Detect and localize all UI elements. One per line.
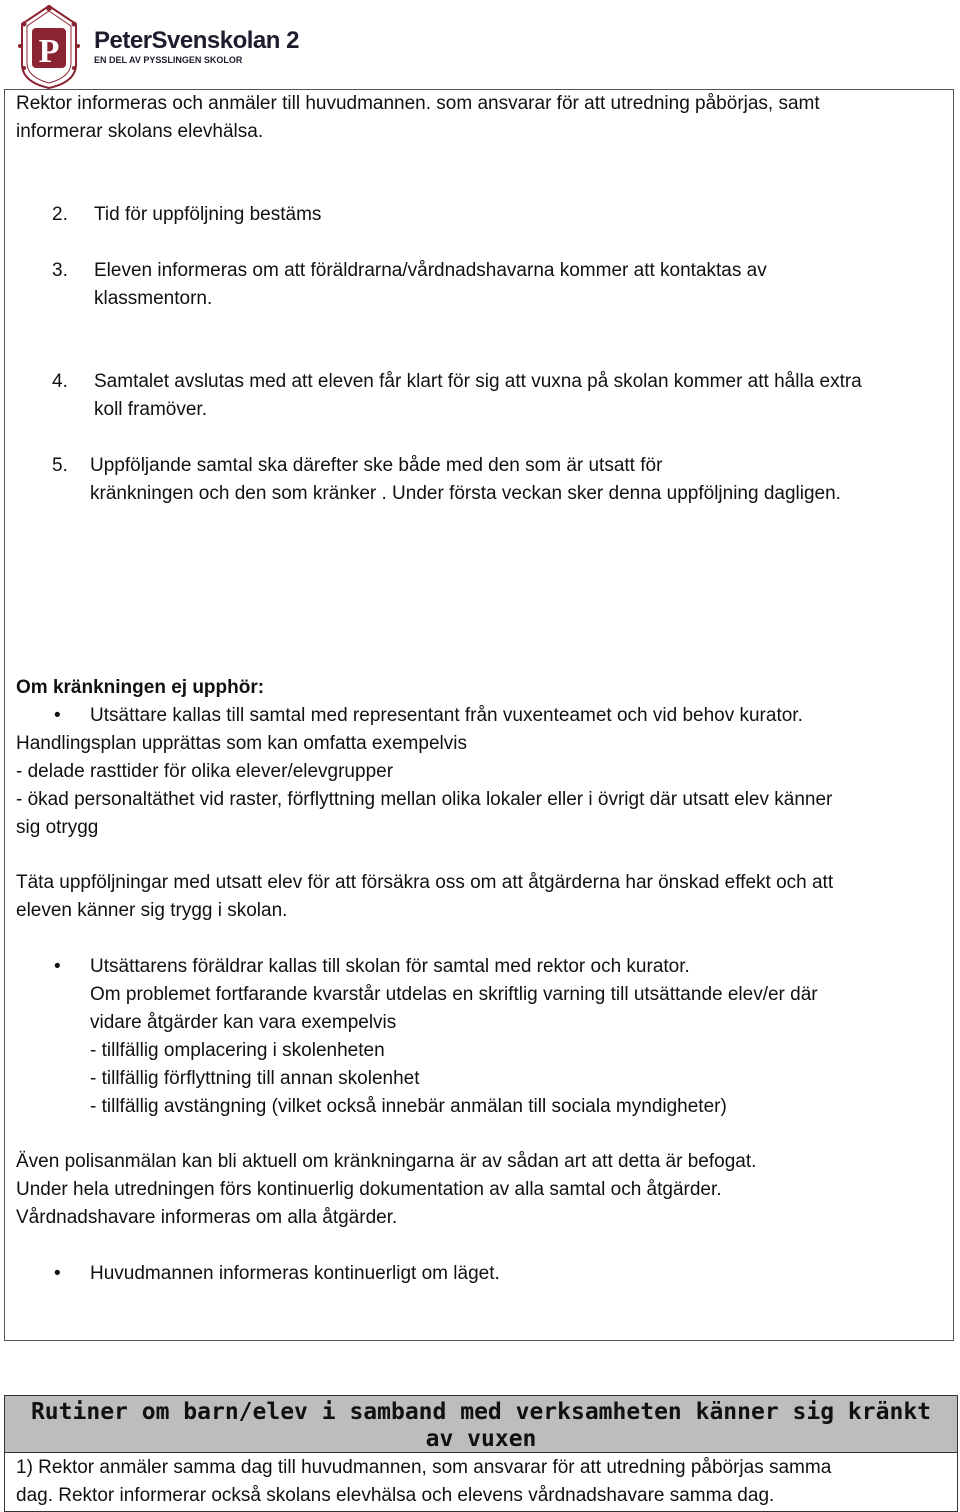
bullet-text: - tillfällig avstängning (vilket också innebär anmälan till sociala myndigheter) — [90, 1096, 727, 1117]
bullet-icon: • — [54, 705, 61, 726]
plan-text-line: - ökad personaltäthet vid raster, förflyttning mellan olika lokaler eller i övrigt där utsatt elev känner — [16, 789, 833, 810]
step-number: 5. — [52, 455, 68, 476]
plan-text-line: sig otrygg — [16, 817, 99, 838]
school-name: PeterSvenskolan 2 — [94, 27, 299, 54]
step-text: Tid för uppföljning bestäms — [94, 204, 322, 225]
bullet-text: Om problemet fortfarande kvarstår utdelas en skriftlig varning till utsättande elev/er där — [90, 984, 818, 1005]
bullet-text: Huvudmannen informeras kontinuerligt om läget. — [90, 1263, 500, 1284]
routine-body-line: 1) Rektor anmäler samma dag till huvudmannen, som ansvarar för att utredning påbörjas samma — [16, 1457, 832, 1478]
bullet-text: Utsättarens föräldrar kallas till skolan för samtal med rektor och kurator. — [90, 956, 690, 977]
step-text: kränkningen och den som kränker . Under första veckan sker denna uppföljning dagligen. — [90, 483, 841, 504]
school-logo — [14, 2, 314, 90]
bullet-icon: • — [54, 956, 61, 977]
bullet-text: vidare åtgärder kan vara exempelvis — [90, 1012, 397, 1033]
bullet-icon: • — [54, 1263, 61, 1284]
followup-text-line: Täta uppföljningar med utsatt elev för att försäkra oss om att åtgärderna har önskad effekt och att — [16, 872, 834, 893]
step-text: Eleven informeras om att föräldrarna/vårdnadshavarna kommer att kontaktas av — [94, 260, 767, 281]
school-tagline: EN DEL AV PYSSLINGEN SKOLOR — [94, 55, 243, 65]
plan-text-line: - delade rasttider för olika elever/elevgrupper — [16, 761, 394, 782]
step-number: 4. — [52, 371, 68, 392]
closing-text-line: Under hela utredningen förs kontinuerlig dokumentation av alla samtal och åtgärder. — [16, 1179, 722, 1200]
step-text: koll framöver. — [94, 399, 207, 420]
step-number: 2. — [52, 204, 68, 225]
followup-text-line: eleven känner sig trygg i skolan. — [16, 900, 288, 921]
subheading-if-not-stopped: Om kränkningen ej upphör: — [16, 677, 265, 698]
svg-text:P: P — [38, 33, 60, 70]
bullet-text: - tillfällig förflyttning till annan skolenhet — [90, 1068, 420, 1089]
bullet-text: - tillfällig omplacering i skolenheten — [90, 1040, 385, 1061]
plan-text-line: Handlingsplan upprättas som kan omfatta exempelvis — [16, 733, 467, 754]
step-text: Samtalet avslutas med att eleven får klart för sig att vuxna på skolan kommer att hålla extra — [94, 371, 862, 392]
bullet-text: Utsättare kallas till samtal med representant från vuxenteamet och vid behov kurator. — [90, 705, 803, 726]
closing-text-line: Vårdnadshavare informeras om alla åtgärder. — [16, 1207, 398, 1228]
routine-title-bar — [5, 1396, 957, 1453]
routine-title: Rutiner om barn/elev i samband med verksamheten känner sig kränkt av vuxen — [30, 1399, 932, 1452]
step-text: Uppföljande samtal ska därefter ske både med den som är utsatt för — [90, 455, 663, 476]
closing-text-line: Även polisanmälan kan bli aktuell om kränkningarna är av sådan art att detta är befogat. — [16, 1151, 757, 1172]
intro-text-line-2: informerar skolans elevhälsa. — [16, 121, 264, 142]
intro-text-line-1: Rektor informeras och anmäler till huvudmannen. som ansvarar för att utredning påbörjas, samt — [16, 93, 820, 114]
school-crest-icon — [14, 2, 84, 90]
step-text: klassmentorn. — [94, 288, 213, 309]
step-number: 3. — [52, 260, 68, 281]
routine-body-line: dag. Rektor informerar också skolans elevhälsa och elevens vårdnadshavare samma dag. — [16, 1485, 775, 1506]
